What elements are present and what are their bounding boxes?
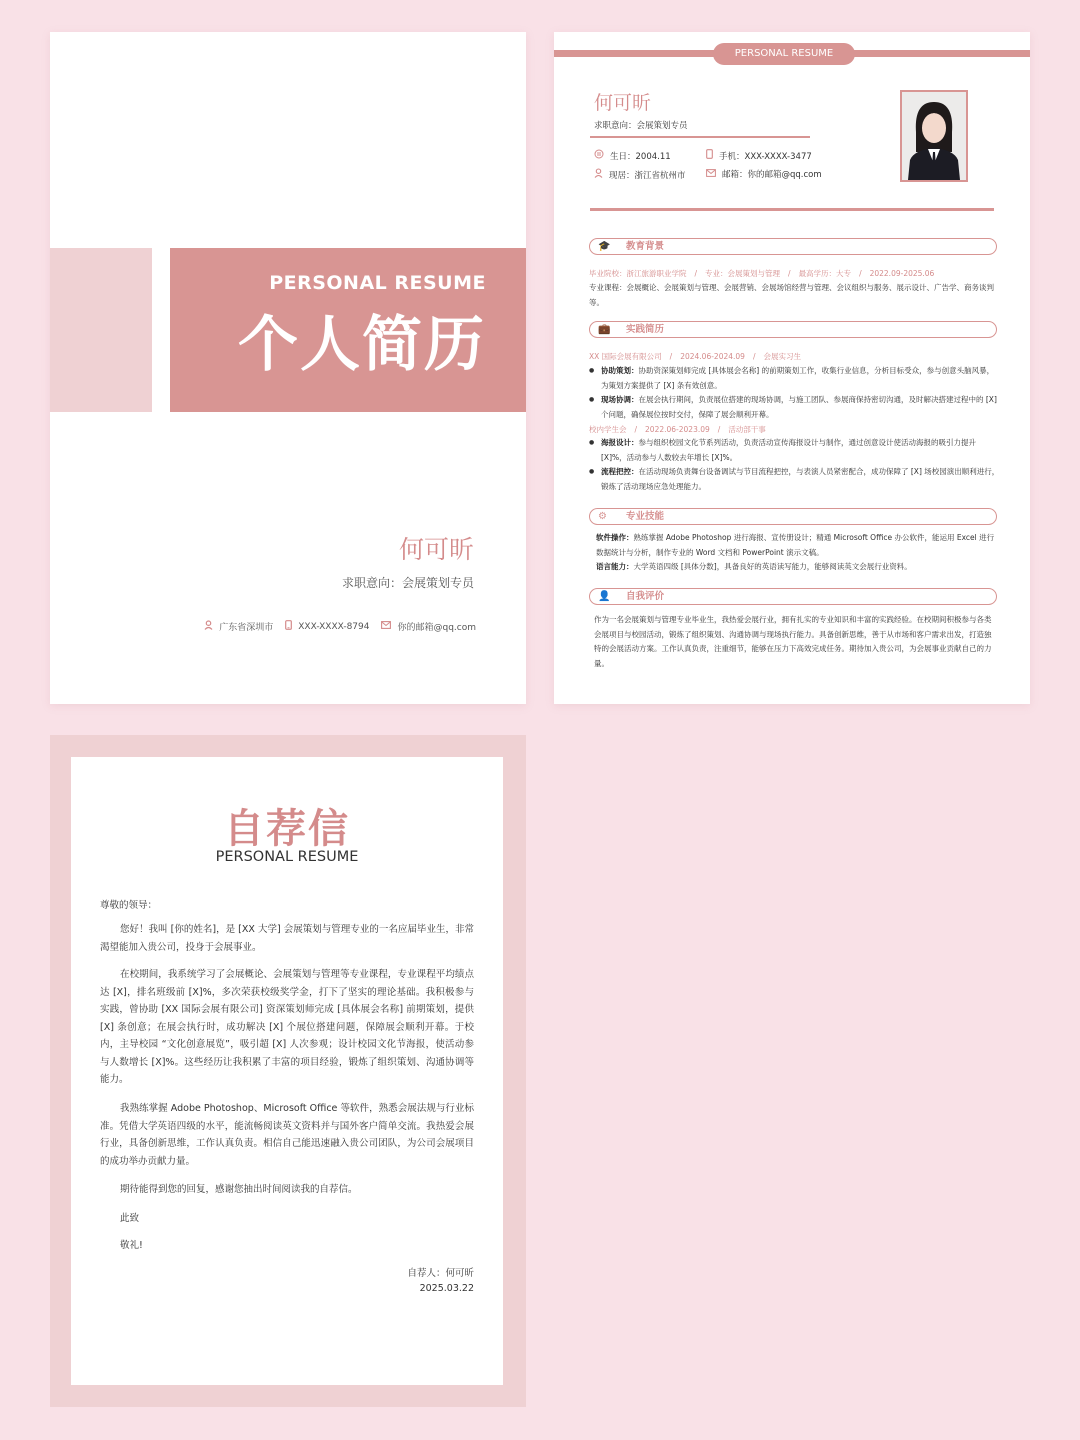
letter-paragraph: 在校期间，我系统学习了会展概论、会展策划与管理等专业课程，专业课程平均绩点达 [X]，排名班级前 [X]%，多次荣获校级奖学金，打下了坚实的理论基础。我积极参与实践，曾协助 [XX 国际会展有限公司] 资深策划师完成 [具体展会名称] 前期策划，提供 [X] 条创意；在展会执行时，成功解决 [X] 个展位搭建问题，保障展会顺利开幕。于校内，主导校园 “文化创意展览”，吸引超 [X] 人次参观；设计校园文化节海报，使活动参与人数增长 [X]%。这些经历让我积累了丰富的项目经验，锻炼了组织策划、沟通协调等能力。 (100, 969, 474, 1085)
profile-photo (900, 90, 968, 182)
bullet-label: 现场协调： (601, 395, 639, 404)
section-skills-header (589, 508, 997, 525)
letter-salutation: 尊敬的领导： (100, 900, 158, 911)
cover-contact-text: 广东省深圳市 (219, 623, 274, 633)
skill-text: 熟练掌握 Adobe Photoshop 进行海报、宣传册设计；精通 Microsoft Office 办公软件，能运用 Excel 进行数据统计与分析，制作专业的 Word 文档和 PowerPoint 演示文稿。 (596, 533, 995, 557)
info-text: 生日：2004.11 (610, 151, 671, 162)
skill-label: 语言能力： (596, 562, 634, 571)
mail-icon (706, 169, 716, 180)
education-period: 2022.09-2025.06 (869, 269, 935, 278)
bullet-text: 在展会执行期间，负责展位搭建的现场协调，与施工团队、参展商保持密切沟通，及时解决搭建过程中的 [X] 个问题，确保展位按时交付，保障了展会顺利开幕。 (601, 395, 997, 419)
bullet-label: 海报设计： (601, 438, 639, 447)
experience-role: 会展实习生 (763, 352, 801, 361)
name-underline (590, 136, 810, 138)
letter-closing: 敬礼! (120, 1240, 143, 1251)
info-residence (594, 168, 686, 181)
experience-bullet (589, 393, 1001, 422)
section-practice-header (589, 321, 997, 338)
cover-page (50, 32, 526, 704)
experience-org: 校内学生会 (589, 425, 627, 434)
experience-bullet (589, 436, 1001, 465)
cover-contacts (204, 620, 476, 633)
info-text: 现居：浙江省杭州市 (609, 170, 686, 181)
letter-signer: 自荐人：何可昕 (407, 1268, 474, 1279)
phone-icon (706, 149, 713, 162)
letter-date: 2025.03.22 (419, 1283, 474, 1294)
bullet-label: 流程把控： (601, 467, 639, 476)
section-title: 实践简历 (626, 324, 665, 335)
cover-title-band (170, 248, 526, 412)
phone-icon (285, 620, 292, 633)
cover-title-cn: 个人简历 (238, 310, 486, 380)
info-text: 邮箱：你的邮箱@qq.com (722, 170, 822, 180)
bullet-label: 协助策划： (601, 366, 639, 375)
letter-closing: 此致 (120, 1213, 140, 1224)
profile-divider (590, 208, 994, 211)
cover-letter-page (71, 757, 503, 1385)
info-text: 手机：XXX-XXXX-3477 (719, 151, 812, 162)
resume-job-intent: 求职意向：会展策划专员 (594, 121, 688, 131)
experience-period: 2022.06-2023.09 (645, 425, 710, 434)
briefcase-icon: 💼 (598, 324, 611, 335)
resume-page (554, 32, 1030, 704)
birthday-icon (594, 149, 604, 162)
section-title: 自我评价 (626, 591, 665, 602)
info-birthday (594, 149, 671, 162)
experience-2-highlight: 校内学生会 / 2022.06-2023.09 / 活动部干事 (589, 425, 766, 434)
gear-icon: ⚙ (598, 511, 607, 522)
letter-paragraph: 您好！我叫 [你的姓名]，是 [XX 大学] 会展策划与管理专业的一名应届毕业生，非常渴望能加入贵公司，投身于会展事业。 (100, 924, 474, 953)
cover-contact-text: XXX-XXXX-8794 (298, 621, 370, 632)
education-school: 毕业院校：浙江旅游职业学院 (589, 269, 687, 278)
section-title: 专业技能 (626, 511, 665, 522)
resume-name: 何可昕 (594, 92, 652, 114)
cover-contact-text: 你的邮箱@qq.com (397, 623, 476, 633)
info-phone (706, 149, 812, 162)
cover-job-intent: 求职意向：会展策划专员 (341, 576, 474, 590)
letter-paragraph: 我熟练掌握 Adobe Photoshop、Microsoft Office 等软件，熟悉会展法规与行业标准。凭借大学英语四级的水平，能流畅阅读英文资料并与国外客户简单交流。我热爱会展行业，具备创新思维，工作认真负责。相信自己能迅速融入贵公司团队，为公司会展项目的成功举办贡献力量。 (100, 1103, 474, 1167)
education-degree: 最高学历：大专 (798, 269, 852, 278)
cover-contact-phone (285, 620, 369, 633)
self-eval-text: 作为一名会展策划与管理专业毕业生，我热爱会展行业，拥有扎实的专业知识和丰富的实践经验。在校期间积极参与各类会展项目与校园活动，锻炼了组织策划、沟通协调与现场执行能力。具备创新思维，善于从市场和客户需求出发，打造独特的会展活动方案。工作认真负责，注重细节，能够在压力下高效完成任务。期待加入贵公司，为会展事业贡献自己的力量。 (594, 615, 992, 668)
education-major: 专业：会展策划与管理 (705, 269, 781, 278)
section-title: 教育背景 (626, 241, 665, 252)
info-email (706, 168, 822, 180)
experience-1-highlight: XX 国际会展有限公司 / 2024.06-2024.09 / 会展实习生 (589, 352, 801, 361)
cover-accent-block (50, 248, 152, 412)
experience-bullet (589, 465, 1001, 494)
education-highlight: 毕业院校：浙江旅游职业学院 / 专业：会展策划与管理 / 最高学历：大专 / 2022.09-2025.06 (589, 269, 935, 278)
letter-title: 自荐信 (224, 806, 350, 852)
skill-language (596, 560, 996, 575)
cover-contact-email (381, 620, 476, 633)
experience-period: 2024.06-2024.09 (680, 352, 745, 361)
skill-text: 大学英语四级 [具体分数]，具备良好的英语读写能力，能够阅读英文会展行业资料。 (633, 562, 912, 571)
location-icon (594, 168, 603, 181)
letter-title-en: PERSONAL RESUME (215, 849, 359, 865)
bullet-text: 协助资深策划师完成 [具体展会名称] 的前期策划工作，收集行业信息，分析目标受众，参与创意头脑风暴，为策划方案提供了 [X] 条有效创意。 (601, 366, 995, 390)
experience-role: 活动部干事 (728, 425, 766, 434)
graduation-cap-icon: 🎓 (598, 241, 611, 252)
mail-icon (381, 621, 391, 632)
education-courses: 专业课程：会展概论、会展策划与管理、会展营销、会展场馆经营与管理、会议组织与服务、展示设计、广告学、商务谈判等。 (589, 283, 994, 307)
skill-label: 软件操作： (596, 533, 634, 542)
header-tab: PERSONAL RESUME (713, 43, 855, 65)
cover-title-en: PERSONAL RESUME (269, 272, 486, 294)
bullet-text: 在活动现场负责舞台设备调试与节目流程把控，与表演人员紧密配合，成功保障了 [X] 场校园演出顺利进行，锻炼了活动现场应急处理能力。 (601, 467, 1000, 491)
experience-org: XX 国际会展有限公司 (589, 352, 662, 361)
location-icon (204, 620, 213, 633)
user-icon: 👤 (598, 591, 611, 602)
cover-letter-frame (50, 735, 526, 1407)
skill-software (596, 531, 996, 560)
bullet-text: 参与组织校园文化节系列活动，负责活动宣传海报设计与制作，通过创意设计使活动海报的吸引力提升 [X]%，活动参与人数较去年增长 [X]%。 (601, 438, 976, 462)
letter-paragraph: 期待能得到您的回复，感谢您抽出时间阅读我的自荐信。 (120, 1184, 358, 1195)
section-education-header (589, 238, 997, 255)
cover-name: 何可昕 (398, 535, 474, 564)
experience-bullet (589, 364, 1001, 393)
cover-contact-location (204, 620, 273, 633)
section-self-eval-header (589, 588, 997, 605)
